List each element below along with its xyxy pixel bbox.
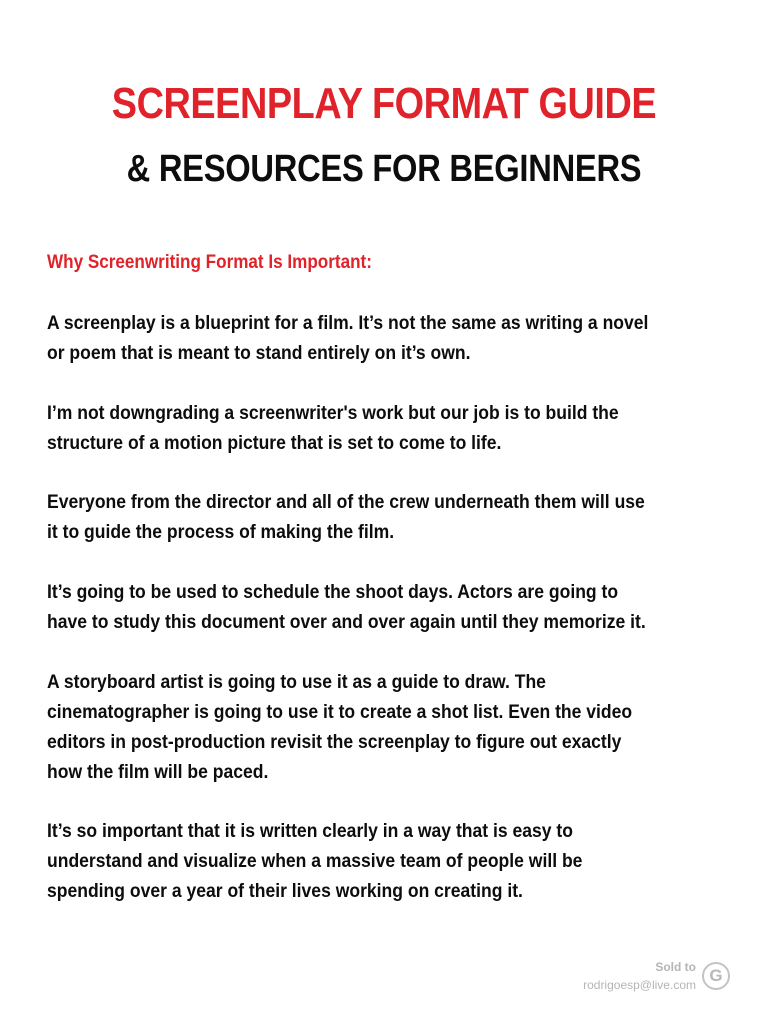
paragraph-line: Everyone from the director and all of the crew underneath them will use — [47, 491, 645, 513]
paragraph-5 — [47, 667, 632, 787]
paragraph-line: A storyboard artist is going to use it as a guide to draw. The — [47, 671, 546, 693]
paragraph-line: spending over a year of their lives working on creating it. — [47, 880, 523, 902]
paragraph-line: I’m not downgrading a screenwriter's work but our job is to build the — [47, 402, 619, 424]
paragraph-line: how the film will be paced. — [47, 761, 269, 783]
section-heading: Why Screenwriting Format Is Important: — [47, 252, 372, 273]
paragraph-line: It’s so important that it is written clearly in a way that is easy to — [47, 820, 573, 842]
page-title: SCREENPLAY FORMAT GUIDE — [111, 79, 657, 128]
paragraph-line: it to guide the process of making the film. — [47, 521, 395, 543]
page-subtitle: & RESOURCES FOR BEGINNERS — [126, 148, 642, 190]
paragraph-4 — [47, 577, 646, 637]
paragraph-2 — [47, 398, 619, 458]
g-logo-icon: G — [702, 962, 730, 990]
paragraph-line: understand and visualize when a massive team of people will be — [47, 850, 583, 872]
paragraph-line: It’s going to be used to schedule the shoot days. Actors are going to — [47, 581, 619, 603]
buyer-email: rodrigoesp@live.com — [583, 978, 696, 992]
paragraph-line: A screenplay is a blueprint for a film. It’s not the same as writing a novel — [47, 312, 649, 334]
paragraph-line: structure of a motion picture that is set to come to life. — [47, 432, 502, 454]
sold-to-label: Sold to — [655, 960, 696, 974]
paragraph-line: cinematographer is going to use it to create a shot list. Even the video — [47, 701, 633, 723]
paragraph-line: or poem that is meant to stand entirely on it’s own. — [47, 342, 471, 364]
paragraph-6 — [47, 816, 582, 906]
sold-to-watermark — [583, 958, 696, 994]
paragraph-1 — [47, 308, 648, 368]
paragraph-line: have to study this document over and over again until they memorize it. — [47, 611, 646, 633]
paragraph-line: editors in post-production revisit the screenplay to figure out exactly — [47, 731, 622, 753]
paragraph-3 — [47, 487, 645, 547]
